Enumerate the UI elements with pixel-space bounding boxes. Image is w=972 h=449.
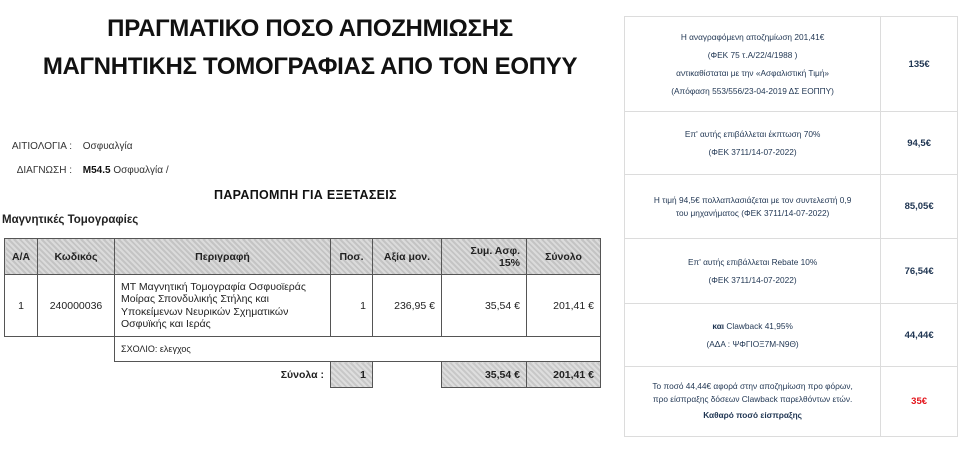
net-amount-label: Καθαρό ποσό είσπραξης <box>703 409 803 420</box>
breakdown-amount: 94,5€ <box>881 112 958 175</box>
header-description: Περιγραφή <box>115 239 331 275</box>
header-total: Σύνολο <box>527 239 601 275</box>
totals-label: Σύνολα : <box>280 368 324 381</box>
cell-insurance: 35,54 € <box>442 275 527 337</box>
reason-value: Οσφυαλγία <box>82 141 133 152</box>
breakdown-row <box>625 239 958 304</box>
referral-heading: ΠΑΡΑΠΟΜΠΗ ΓΙΑ ΕΞΕΤΑΣΕΙΣ <box>214 188 397 202</box>
header-qty: Ποσ. <box>331 239 373 275</box>
referral-table <box>4 238 601 388</box>
diagnosis-field <box>0 165 169 176</box>
cell-description: ΜΤ Μαγνητική Τομογραφία Οσφυοϊεράς Μοίρας Σπονδυλικής Στήλης και Υποκείμενων Νευρικών Σχηματικών Οσφυϊκής και Ιεράς <box>115 275 331 337</box>
header-aa: Α/Α <box>5 239 38 275</box>
header-insurance: Συμ. Ασφ. 15% <box>442 239 527 275</box>
header-code: Κωδικός <box>38 239 115 275</box>
cell-unit-value: 236,95 € <box>373 275 442 337</box>
totals-insurance: 35,54 € <box>442 362 527 388</box>
breakdown-description: και Clawback 41,95% (ΑΔΑ : ΨΦΓΙΟΞ7Μ-Ν9Θ) <box>625 304 881 367</box>
breakdown-description: Η τιμή 94,5€ πολλαπλασιάζεται με τον συντελεστή 0,9 του μηχανήματος (ΦΕΚ 3711/14-07-2022) <box>625 175 881 239</box>
breakdown-amount: 44,44€ <box>881 304 958 367</box>
table-header-row <box>5 239 601 275</box>
totals-qty: 1 <box>331 362 373 388</box>
diagnosis-code: M54.5 <box>82 165 111 176</box>
breakdown-table <box>624 16 958 437</box>
totals-row <box>5 362 601 388</box>
bold-prefix: και <box>712 321 725 331</box>
table-row <box>5 275 601 337</box>
reason-label: ΑΙΤΙΟΛΟΓΙΑ : <box>11 141 72 152</box>
cell-total: 201,41 € <box>527 275 601 337</box>
breakdown-description: Επ' αυτής επιβάλλεται Rebate 10% (ΦΕΚ 3711/14-07-2022) <box>625 239 881 304</box>
breakdown-amount: 76,54€ <box>881 239 958 304</box>
totals-total: 201,41 € <box>527 362 601 388</box>
breakdown-description: Το ποσό 44,44€ αφορά στην αποζημίωση προ φόρων, προ είσπραξης δόσεων Clawback παρελθόντων ετών. Καθαρό ποσό είσπραξης <box>625 367 881 437</box>
breakdown-row <box>625 175 958 239</box>
section-heading: Μαγνητικές Τομογραφίες <box>2 214 139 226</box>
cell-qty: 1 <box>331 275 373 337</box>
cell-aa: 1 <box>5 275 38 337</box>
breakdown-description: Επ' αυτής επιβάλλεται έκπτωση 70% (ΦΕΚ 3711/14-07-2022) <box>625 112 881 175</box>
diagnosis-value: Οσφυαλγία / <box>113 165 169 176</box>
breakdown-amount: 135€ <box>881 17 958 112</box>
page-title <box>0 10 620 86</box>
breakdown-row <box>625 17 958 112</box>
breakdown-row <box>625 304 958 367</box>
cell-code: 240000036 <box>38 275 115 337</box>
header-unit-value: Αξία μον. <box>373 239 442 275</box>
comment-row <box>5 337 601 362</box>
diagnosis-label: ΔΙΑΓΝΩΣΗ : <box>16 165 72 176</box>
reason-field <box>0 141 132 152</box>
net-amount: 35€ <box>881 367 958 437</box>
title-line-2: ΜΑΓΝΗΤΙΚΗΣ ΤΟΜΟΓΡΑΦΙΑΣ ΑΠΟ ΤΟΝ ΕΟΠΥΥ <box>42 53 578 80</box>
comment-text: ΣΧΟΛΙΟ: ελεγχος <box>115 337 601 362</box>
breakdown-row-net <box>625 367 958 437</box>
breakdown-amount: 85,05€ <box>881 175 958 239</box>
title-line-1: ΠΡΑΓΜΑΤΙΚΟ ΠΟΣΟ ΑΠΟΖΗΜΙΩΣΗΣ <box>107 15 513 42</box>
breakdown-description: Η αναγραφόμενη αποζημίωση 201,41€ (ΦΕΚ 75 τ.Α/22/4/1988 ) αντικαθίσταται με την «Ασφαλιστική Τιμή» (Απόφαση 553/556/23-04-2019 ΔΣ ΕΟΠΠΥ) <box>625 17 881 112</box>
breakdown-row <box>625 112 958 175</box>
